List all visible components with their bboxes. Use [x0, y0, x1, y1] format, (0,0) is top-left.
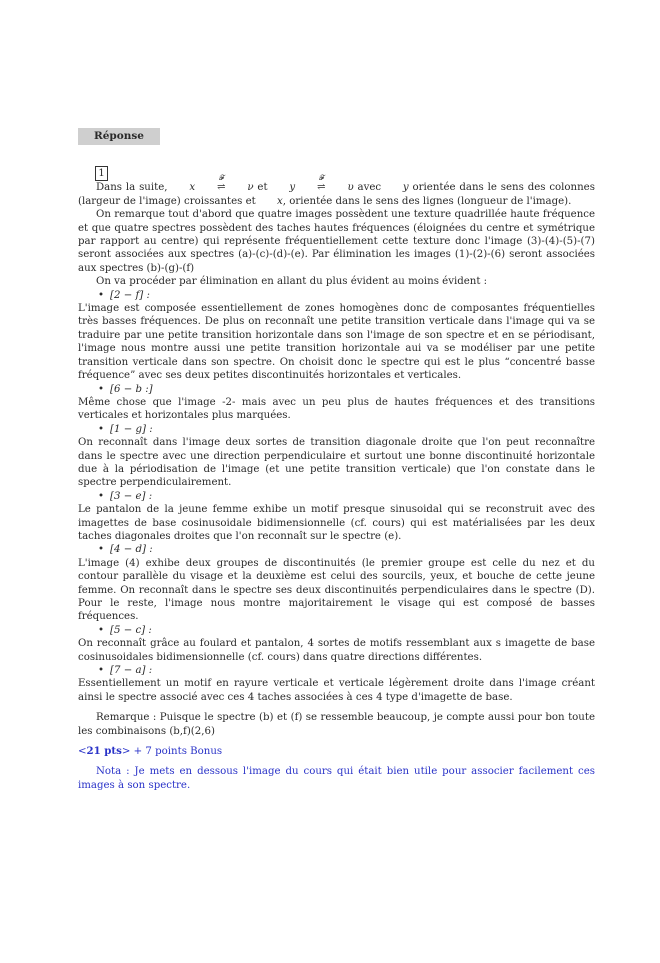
score-close: > [121, 746, 131, 758]
bullet-icon: • [98, 289, 105, 301]
var-upsilon: υ [347, 182, 354, 194]
item-text: Essentiellement un motif en rayure verticale et verticale légèrement droite dans l'image créant ainsi le spectre associé avec ces 4 taches associées à ces 4 type d'imagette de base. [78, 678, 595, 703]
item-4-d [98, 543, 595, 556]
item-label: [3 − e] : [110, 490, 153, 502]
item-7-a [98, 664, 595, 677]
question-number-box: 1 [95, 166, 108, 181]
bullet-icon: • [98, 423, 105, 435]
item-label: [1 − g] : [110, 423, 153, 435]
item-label: [4 − d] : [110, 544, 153, 556]
item-6-b [98, 383, 595, 396]
item-5-c [98, 624, 595, 637]
reponse-heading: Réponse [78, 128, 160, 145]
bullet-icon: • [98, 544, 105, 556]
item-1-g [98, 423, 595, 436]
score-points: 21 pts [86, 745, 122, 758]
texture-paragraph: On remarque tout d'abord que quatre images possèdent une texture quadrillée haute fréquence et que quatre spectres possèdent des taches hautes fréquences (éloignées du centre et symétrique par rapport au centre) qui représente fréquentiellement cette texture donc l'image (3)-(4)-(5)-(7) seront associées aux spectres (a)-(c)-(d)-(e). Par élimination les images (1)-(2)-(6) seront associées aux spectres (b)-(g)-(f) [78, 209, 595, 274]
intro-text-1: Dans la suite, [96, 182, 172, 194]
intro-paragraph [78, 174, 595, 208]
nota-paragraph: Nota : Je mets en dessous l'image du cours qui était bien utile pour associer facilement ces images à son spectre. [78, 766, 595, 791]
item-label: [5 − c] : [110, 624, 152, 636]
fourier-relation-1 [199, 174, 226, 194]
remark-paragraph: Remarque : Puisque le spectre (b) et (f) se ressemble beaucoup, je compte aussi pour bon toute les combinaisons (b,f)(2,6) [78, 712, 595, 737]
item-3-e [98, 490, 595, 503]
score-open: < [78, 746, 87, 758]
item-text: Même chose que l'image -2- mais avec un peu plus de hautes fréquences et des transitions verticales et horizontales plus marquées. [78, 396, 595, 422]
score-line [78, 745, 595, 758]
intro-text-3: avec [353, 182, 385, 194]
intro-text-2: et [253, 182, 272, 194]
item-2-f [98, 289, 595, 302]
item-text: L'image est composée essentiellement de zones homogènes donc de composantes fréquentielles très basses fréquences. De plus on reconnaît une petite transition verticale dans l'image qui va se traduire par une petite transition horizontale dans son l'image de son spectre et en se périodisant, l'image nous montre aussi une petite transition horizontale aui va se modéliser par une petite transition verticale dans son spectre. On choisit donc le spectre qui est le plus “concentré basse fréquence” avec ses deux petites discontinuités horizontales et verticales. [78, 303, 595, 382]
var-x: x [189, 182, 196, 194]
item-text: Le pantalon de la jeune femme exhibe un motif presque sinusoidal qui se reconstruit avec des imagettes de base cosinusoidale bidimensionnelle (cf. cours) qui est matérialisées par les deux taches diagonales droites que l'on reconnaît sur le spectre (e). [78, 504, 595, 542]
item-label: [6 − b :] [110, 383, 153, 395]
bullet-icon: • [98, 624, 105, 636]
harpoon-symbol-2: ⇌ [317, 182, 326, 194]
var-nu: ν [247, 182, 254, 194]
fourier-symbol-1: 𝓕 [218, 174, 225, 183]
fourier-relation-2 [299, 174, 326, 194]
bullet-icon: • [98, 490, 105, 502]
var-x2: x [277, 195, 283, 207]
var-y: y [289, 182, 296, 194]
intro-text-5: , orientée dans le sens des lignes (longueur de l'image). [282, 195, 572, 207]
bullet-icon: • [98, 665, 105, 677]
harpoon-symbol-1: ⇌ [216, 182, 226, 194]
item-label: [7 − a] : [110, 665, 153, 677]
item-label: [2 − f] : [110, 289, 150, 301]
item-text: On reconnaît grâce au foulard et pantalon, 4 sortes de motifs ressemblant aux s imagette de base cosinusoidales bidimensionnelle (cf. cours) dans quatre directions différentes. [78, 638, 595, 663]
fourier-symbol-2: 𝓕 [319, 174, 325, 183]
intro-text-4: orientée dans le sens des colonnes (largeur de l'image) croissantes et [78, 182, 595, 207]
answer-document [78, 128, 595, 792]
score-bonus: + 7 points Bonus [130, 746, 223, 758]
bullet-icon: • [98, 383, 105, 395]
var-y2: y [402, 182, 409, 194]
method-paragraph: On va procéder par élimination en allant du plus évident au moins évident : [96, 276, 488, 288]
item-text: On reconnaît dans l'image deux sortes de transition diagonale droite que l'on peut reconnaître dans le spectre avec une direction perpendiculaire et surtout une bonne discontinuité horizontale due à la périodisation de l'image (et une petite transition verticale) que l'on constate dans le spectre perpendiculairement. [78, 437, 595, 489]
item-text: L'image (4) exhibe deux groupes de discontinuités (le premier groupe est celle du nez et du contour parallèle du visage et la deuxième est celui des sourcils, yeux, et bouche de cette jeune femme. On reconnaît dans le spectre ses deux discontinuités perpendiculaires dans le spectre (D). Pour le reste, l'image nous montre majoritairement le visage qui est composé de basses fréquences. [78, 557, 595, 623]
